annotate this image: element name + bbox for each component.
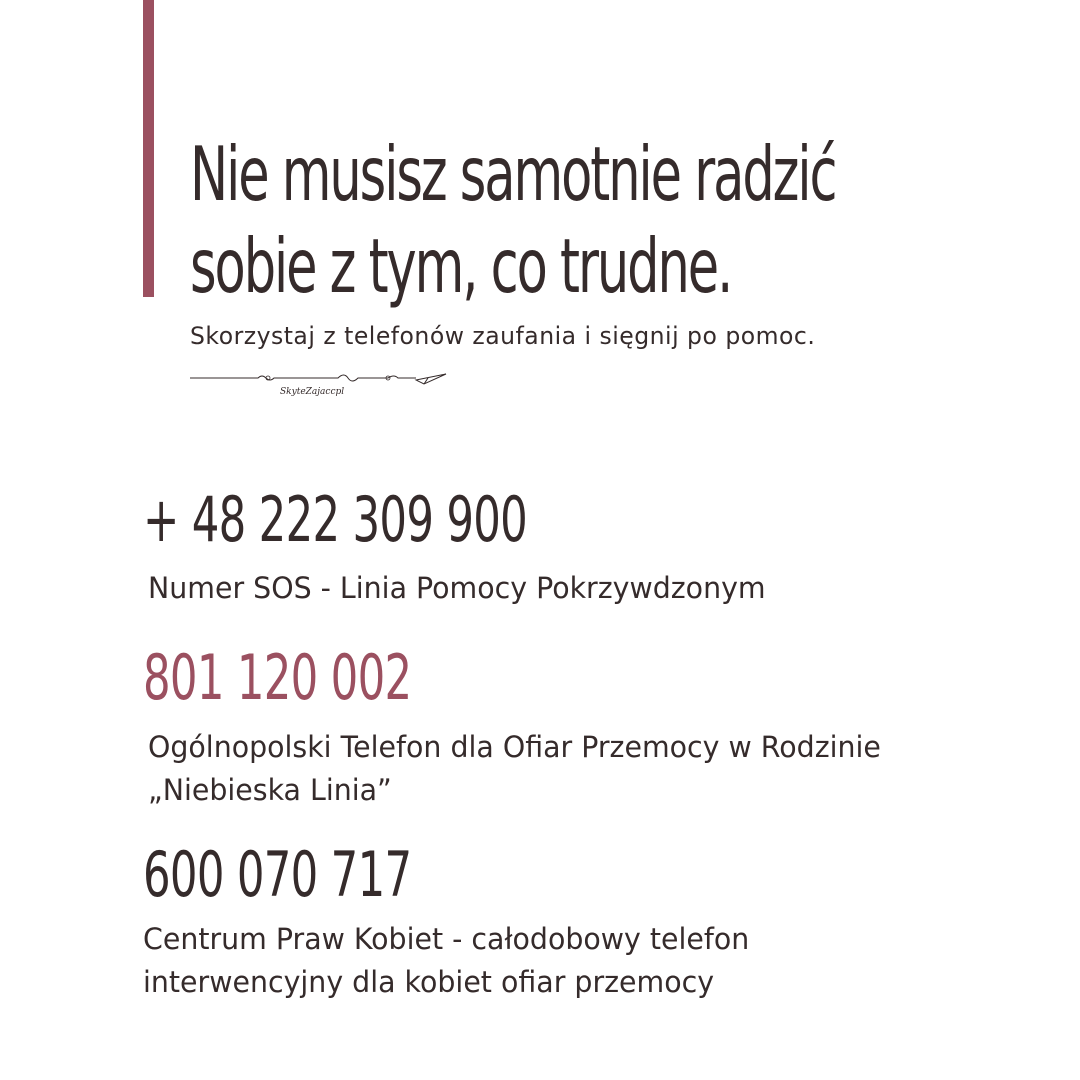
description-centrum-praw-kobiet-line-1: Centrum Praw Kobiet - całodobowy telefon xyxy=(143,922,750,956)
phone-number-niebieska-linia[interactable]: 801 120 002 xyxy=(143,641,412,714)
description-centrum-praw-kobiet xyxy=(143,918,749,1004)
signature-doodle xyxy=(188,370,450,400)
description-niebieska-linia xyxy=(148,726,881,812)
description-niebieska-linia-line-2: „Niebieska Linia” xyxy=(148,773,392,807)
description-sos-line-1: Numer SOS - Linia Pomocy Pokrzywdzonym xyxy=(148,571,766,605)
signature-text: SkyteZajaccpl xyxy=(280,387,345,397)
subtitle: Skorzystaj z telefonów zaufania i sięgnij po pomoc. xyxy=(190,322,816,350)
phone-number-sos[interactable]: + 48 222 309 900 xyxy=(143,483,528,556)
accent-bar xyxy=(143,0,154,297)
description-sos xyxy=(148,567,766,610)
description-centrum-praw-kobiet-line-2: interwencyjny dla kobiet ofiar przemocy xyxy=(143,965,715,999)
headline-line-1: Nie musisz samotnie radzić xyxy=(190,130,836,218)
headline xyxy=(190,128,836,312)
headline-line-2: sobie z tym, co trudne. xyxy=(190,222,732,310)
description-niebieska-linia-line-1: Ogólnopolski Telefon dla Ofiar Przemocy w Rodzinie xyxy=(148,730,881,764)
phone-number-centrum-praw-kobiet[interactable]: 600 070 717 xyxy=(143,838,412,911)
